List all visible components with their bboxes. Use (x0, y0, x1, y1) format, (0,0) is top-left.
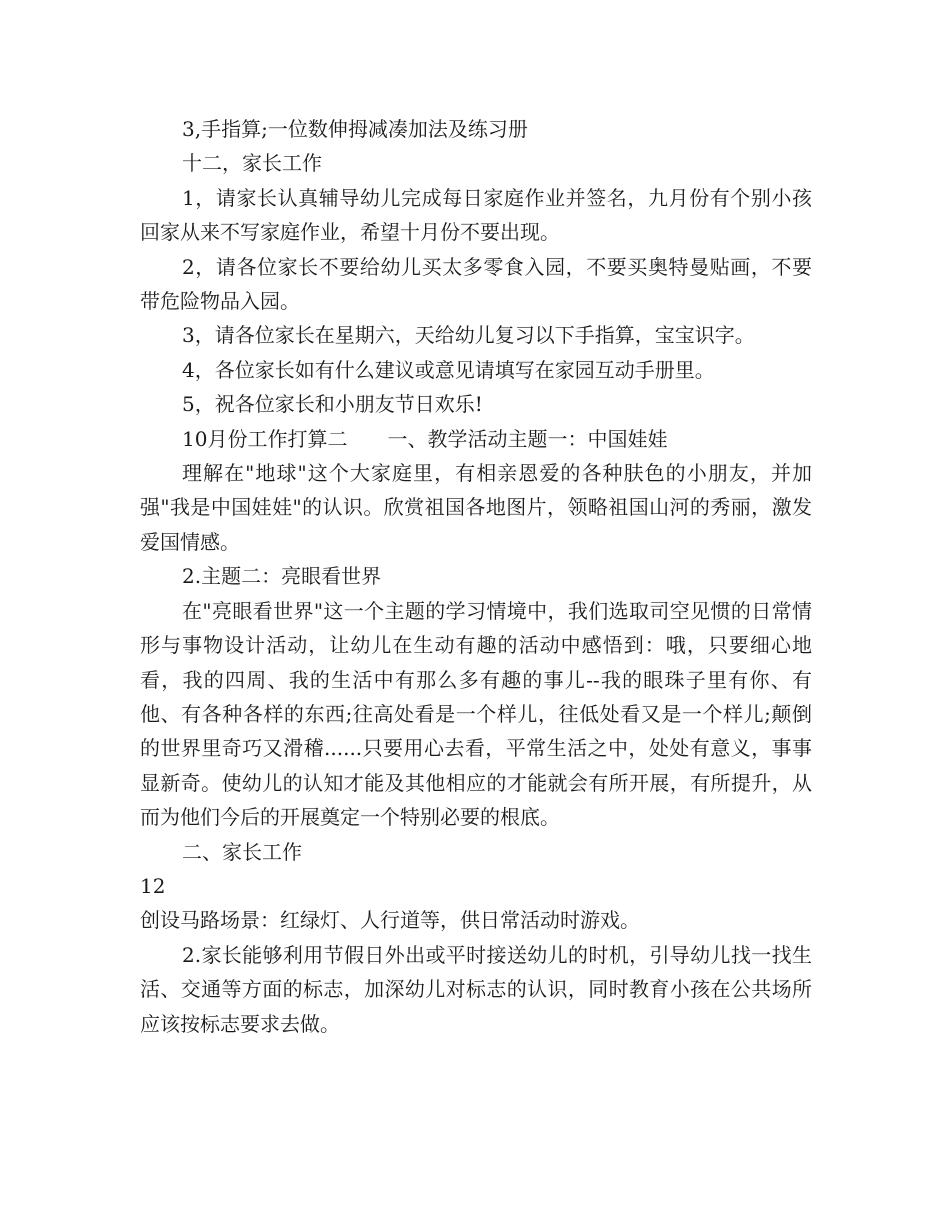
paragraph-suggestions: 4，各位家长如有什么建议或意见请填写在家园互动手册里。 (182, 357, 715, 382)
section-heading-parent-work: 十二，家长工作 (182, 151, 322, 176)
paragraph-signs: 2.家长能够利用节假日外出或平时接送幼儿的时机，引导幼儿找一找生活、交通等方面的标志，加深幼儿对标志的认识，同时教育小孩在公共场所应该按标志要求去做。 (140, 942, 812, 1036)
page-number-marker: 12 (140, 873, 166, 898)
paragraph-chinese-doll: 理解在"地球"这个大家庭里，有相亲恩爱的各种肤色的小朋友，并加强"我是中国娃娃"的认识。欣赏祖国各地图片，领略祖国山河的秀丽，激发爱国情感。 (140, 461, 812, 554)
paragraph-homework: 1，请家长认真辅导幼儿完成每日家庭作业并签名，九月份有个别小孩回家从来不写家庭作业，希望十月份不要出现。 (140, 185, 812, 245)
paragraph-review: 3，请各位家长在星期六，天给幼儿复习以下手指算，宝宝识字。 (182, 323, 755, 348)
document-body (140, 112, 812, 1041)
paragraph-holiday-wishes: 5，祝各位家长和小朋友节日欢乐! (182, 392, 483, 417)
heading-october-plan: 10月份工作打算二 一、教学活动主题一：中国娃娃 (182, 426, 668, 451)
paragraph-road-scene: 创设马路场景：红绿灯、人行道等，供日常活动时游戏。 (140, 908, 640, 933)
paragraph-look-at-world: 在"亮眼看世界"这一个主题的学习情境中，我们选取司空见惯的日常情形与事物设计活动，让幼儿在生动有趣的活动中感悟到：哦，只要细心地看，我的四周、我的生活中有那么多有趣的事儿--我的眼珠子里有你、有他、有各种各样的东西;往高处看是一个样儿，往低处看又是一个样儿;颠倒的世界里奇巧又滑稽......只要用心去看，平常生活之中，处处有意义，事事显新奇。使幼儿的认知才能及其他相应的才能就会有所开展，有所提升，从而为他们今后的开展奠定一个特别必要的根底。 (140, 598, 812, 830)
heading-parent-work-two: 二、家长工作 (182, 839, 302, 864)
paragraph-finger-math: 3,手指算;一位数伸拇减凑加法及练习册 (182, 117, 528, 141)
heading-theme-two: 2.主题二：亮眼看世界 (182, 564, 382, 589)
paragraph-snacks: 2，请各位家长不要给幼儿买太多零食入园，不要买奥特曼贴画，不要带危险物品入园。 (140, 254, 812, 314)
